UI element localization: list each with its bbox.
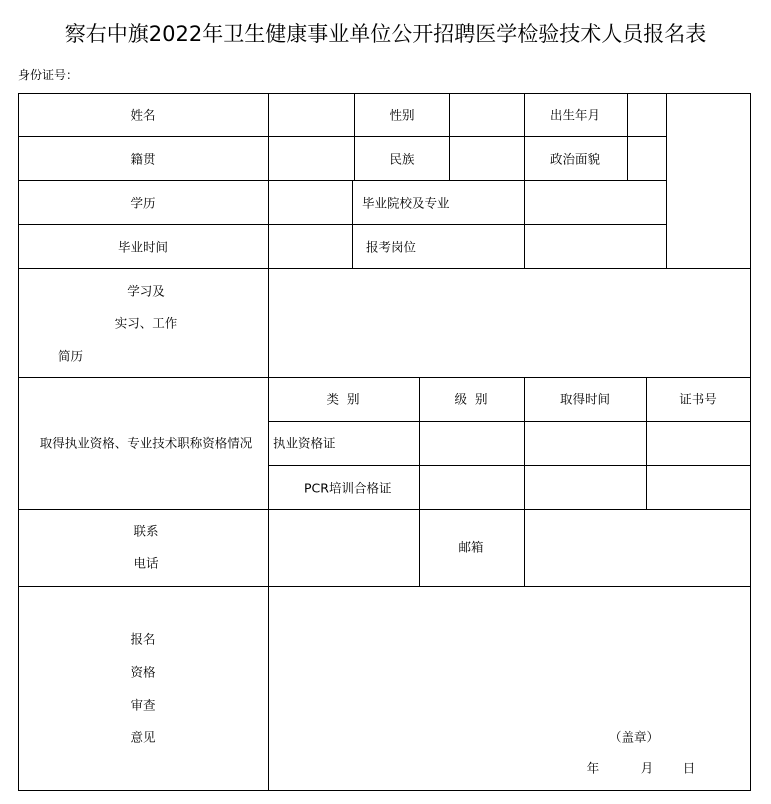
review-label-line2: 资格 (130, 664, 156, 680)
id-number-label: 身份证号： (18, 68, 79, 82)
position-label: 报考岗位 (366, 239, 417, 255)
ethnicity-label: 民族 (389, 151, 415, 167)
qual-row-practice-cert: 执业资格证 (273, 435, 336, 451)
col-divider (268, 93, 269, 791)
contact-label-line1: 联系 (133, 523, 159, 539)
col-divider (524, 509, 525, 586)
col-divider (449, 93, 450, 180)
row-divider (18, 136, 667, 137)
date-month: 月 (640, 760, 654, 776)
page-title: 察右中旗2022年卫生健康事业单位公开招聘医学检验技术人员报名表 (64, 22, 707, 46)
table-border-top (18, 93, 751, 94)
date-day: 日 (682, 760, 696, 776)
qualification-label: 取得执业资格、专业技术职称资格情况 (39, 435, 253, 451)
row-divider (268, 465, 751, 466)
seal-note: （盖章） (608, 729, 660, 745)
col-divider (352, 180, 353, 268)
grad-time-label: 毕业时间 (117, 239, 169, 255)
review-label-line3: 审查 (130, 697, 156, 713)
resume-label-line3: 简历 (58, 348, 84, 364)
table-border-left (18, 93, 19, 791)
political-status-label: 政治面貌 (549, 151, 601, 167)
row-divider (18, 377, 751, 378)
date-year: 年 (586, 760, 600, 776)
education-label: 学历 (130, 195, 156, 211)
qual-row-pcr-cert: PCR培训合格证 (304, 480, 392, 496)
row-divider (18, 224, 667, 225)
native-place-label: 籍贯 (130, 151, 156, 167)
col-divider (524, 377, 525, 509)
col-divider (419, 377, 420, 586)
photo-divider (666, 93, 667, 268)
name-label: 姓名 (130, 107, 156, 123)
qual-header-category: 类 别 (326, 391, 360, 407)
qual-header-date: 取得时间 (559, 391, 611, 407)
row-divider (18, 586, 751, 587)
col-divider (646, 377, 647, 509)
table-border-right (750, 93, 751, 791)
review-label-line1: 报名 (130, 631, 156, 647)
school-major-label: 毕业院校及专业 (362, 195, 450, 211)
qual-header-level: 级 别 (454, 391, 488, 407)
col-divider (524, 93, 525, 268)
col-divider (627, 93, 628, 180)
resume-label-line2: 实习、工作 (114, 315, 178, 331)
row-divider (268, 421, 751, 422)
qual-header-cert-no: 证书号 (679, 391, 717, 407)
review-label-line4: 意见 (130, 729, 156, 745)
resume-label-line1: 学习及 (127, 283, 165, 299)
row-divider (18, 268, 751, 269)
contact-label-line2: 电话 (133, 555, 159, 571)
birth-label: 出生年月 (549, 107, 601, 123)
email-label: 邮箱 (458, 539, 484, 555)
row-divider (18, 509, 751, 510)
gender-label: 性别 (389, 107, 415, 123)
col-divider (354, 93, 355, 180)
row-divider (18, 180, 667, 181)
table-border-bottom (18, 790, 751, 791)
